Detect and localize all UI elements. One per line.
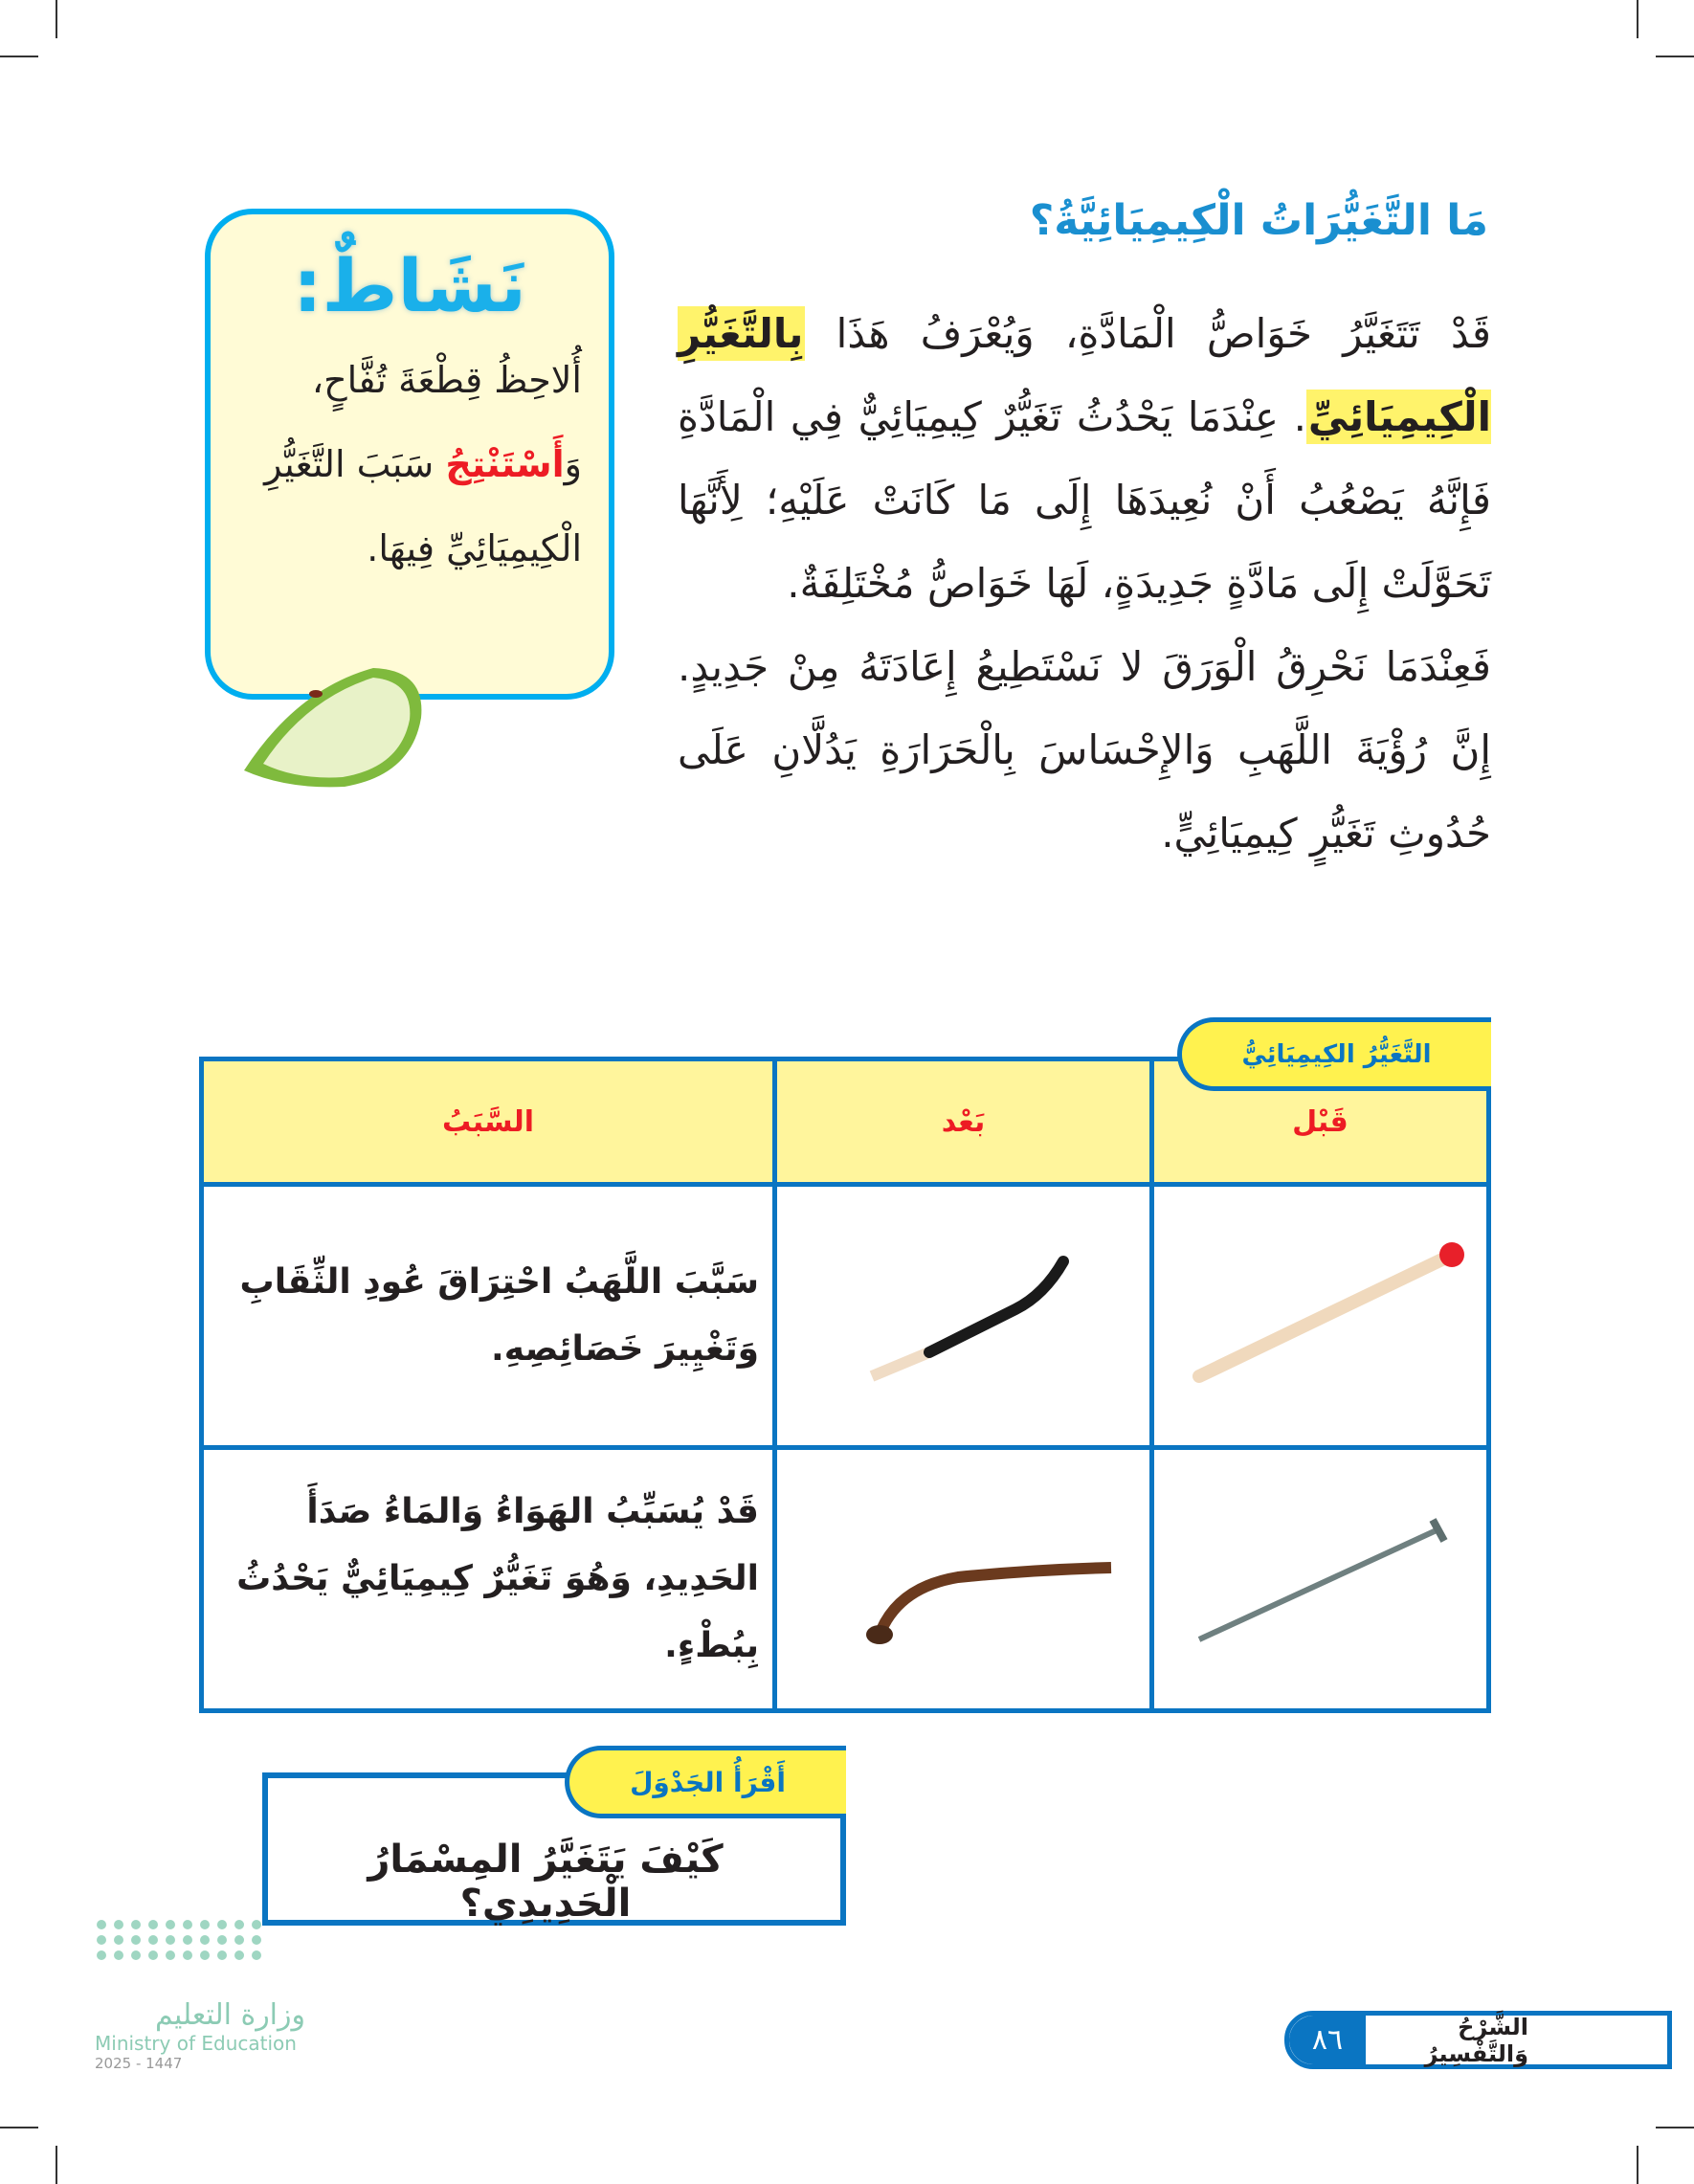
reason-text: قَدْ يُسَبِّبُ الهَوَاءُ وَالمَاءُ صَدَأَ الحَدِيدِ، وَهُوَ تَغَيُّرٌ كِيمِيَائِيٌّ يَحْدُثُ بِبُطْءٍ. — [202, 1448, 775, 1711]
highlighted-term: بِالتَّغَيُّرِ الْكِيمِيَائِيِّ — [678, 306, 1491, 444]
section-label: الشَّرْحُ وَالتَّفْسِيرُ — [1424, 2013, 1528, 2067]
rusty-nail-image — [775, 1448, 1152, 1711]
crop-mark — [0, 56, 38, 57]
page-number: ٨٦ — [1289, 2016, 1366, 2064]
text: قَدْ تَتَغَيَّرُ خَوَاصُّ الْمَادَّةِ، وَيُعْرَفُ هَذَا — [805, 310, 1491, 357]
text: فَعِنْدَمَا نَحْرِقُ الْوَرَقَ لا نَسْتَطِيعُ إِعَادَتَهُ مِنْ جَدِيدٍ. إِنَّ رُؤْيَةَ اللَّهَبِ وَالإِحْسَاسَ بِالْحَرَارَةِ يَدُلَّانِ عَلَى حُدُوثِ تَغَيُّرٍ كِيمِيَائِيٍّ. — [678, 643, 1491, 857]
apple-slice-image — [239, 660, 426, 790]
crop-mark — [1637, 2146, 1638, 2184]
table-row — [202, 1185, 1489, 1448]
keyword: أَسْتَنْتِجُ — [445, 443, 565, 485]
header-before: قَبْل — [1152, 1059, 1489, 1185]
activity-text — [237, 338, 582, 591]
chemical-change-table — [199, 1057, 1491, 1713]
read-table-question: كَيْفَ يَتَغَيَّرُ المِسْمَارُ الْحَدِيدِي؟ — [368, 1838, 724, 1926]
text: سَبَبَ التَّغَيُّرِ — [264, 443, 446, 485]
logo-english: Ministry of Education — [95, 2032, 297, 2055]
activity-box — [205, 209, 614, 700]
crop-mark — [0, 2127, 38, 2128]
logo-year: 2025 - 1447 — [95, 2055, 183, 2072]
read-table-label: أَقْرَأُ الجَدْوَلَ — [565, 1746, 846, 1818]
header-after: بَعْد — [775, 1059, 1152, 1185]
crop-mark — [1637, 0, 1638, 38]
ministry-logo — [95, 1920, 305, 2072]
crop-mark — [1656, 56, 1694, 57]
table-row — [202, 1448, 1489, 1711]
text: أُلاحِظُ قِطْعَةَ تُفَّاحٍ، — [311, 359, 582, 401]
page-footer — [1284, 2011, 1672, 2069]
crop-mark — [1656, 2127, 1694, 2128]
activity-title: نَشَاطٌ: — [293, 243, 526, 328]
match-image — [1152, 1185, 1489, 1448]
crop-mark — [56, 2146, 57, 2184]
logo-arabic: وزارة التعليم — [154, 1998, 305, 2032]
table-tab-label: التَّغَيُّرُ الكِيمِيَائِيُّ — [1177, 1017, 1491, 1091]
logo-dots-icon — [97, 1920, 305, 1960]
burnt-match-image — [775, 1185, 1152, 1448]
nail-image — [1152, 1448, 1489, 1711]
crop-mark — [56, 0, 57, 38]
text: . عِنْدَمَا يَحْدُثُ تَغَيُّرٌ كِيمِيَائِيٌّ فِي الْمَادَّةِ فَإِنَّهُ يَصْعُبُ أَنْ نُعِيدَهَا إِلَى مَا كَانَتْ عَلَيْهِ؛ لِأَنَّهَا تَحَوَّلَتْ إِلَى مَادَّةٍ جَدِيدَةٍ، لَهَا خَوَاصُّ مُخْتَلِفَةٌ. — [678, 393, 1491, 607]
header-reason: السَّبَبُ — [202, 1059, 775, 1185]
reason-text: سَبَّبَ اللَّهَبُ احْتِرَاقَ عُودِ الثِّقَابِ وَتَغْيِيرَ خَصَائِصِهِ. — [202, 1185, 775, 1448]
text: الْكِيمِيَائِيِّ فِيهَا. — [367, 527, 582, 569]
body-text — [678, 292, 1491, 875]
text: وَ — [564, 443, 582, 485]
section-heading: مَا التَّغَيُّرَاتُ الْكِيمِيَائِيَّةُ؟ — [1029, 196, 1488, 245]
